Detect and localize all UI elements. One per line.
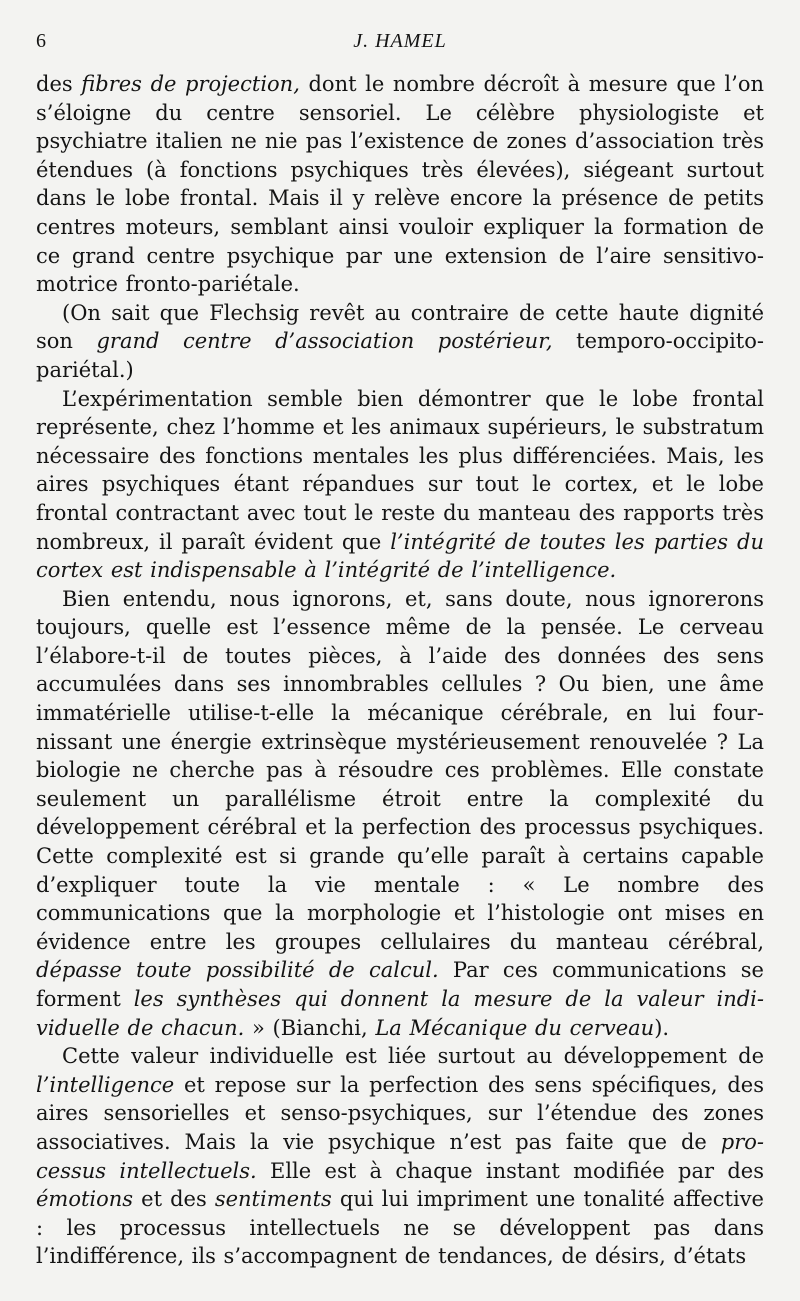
text-segment: L’expérimentation semble bien démontrer que le lobe frontal représente, chez l’homme et les animaux supérieurs, le substratum nécessaire des fonctions mentales les plus différenciées. Mais, les aires psychiques étant répandues sur tout le cortex, et le lobe frontal contractant avec tout le reste du manteau des rapports très nombreux, il paraît évident que <box>36 386 764 554</box>
text-segment: Elle est à chaque instant modifiée par des <box>256 1158 765 1183</box>
text-segment: qui lui impriment une tonalité affective : les processus intellectuels ne se développent pas dans l’indifférence, ils s’accompagnent de tendances, de désirs, d’états <box>36 1187 764 1269</box>
paragraph <box>36 299 764 385</box>
text-segment: et des <box>133 1187 215 1212</box>
text-segment: Cette valeur individuelle est liée surtout au développement de <box>62 1044 764 1069</box>
italic-text: processus intellectuels. <box>36 1129 764 1183</box>
italic-text: La Mécanique du cerveau <box>375 1015 655 1040</box>
text-segment: et repose sur la perfection des sens spécifiques, des aires sensorielles et senso-psychiques, sur l’étendue des zones associatives. Mais la vie psychique n’est pas faite que de <box>36 1072 764 1154</box>
italic-text: l’intelligence <box>36 1072 175 1097</box>
text-segment: » (Bianchi, <box>244 1015 376 1040</box>
running-title: J. HAMEL <box>353 30 447 52</box>
text-segment: des <box>36 72 82 96</box>
paragraph <box>36 385 764 585</box>
text-segment: (On sait que Flechsig revêt au contraire de cette haute dignité son <box>36 300 764 354</box>
italic-text: fibres de projection, <box>81 72 300 96</box>
text-segment: temporo-occipito-pariétal.) <box>36 329 764 382</box>
italic-text: grand centre d’association postérieur, <box>96 329 553 354</box>
italic-text: émotions <box>36 1187 134 1212</box>
text-segment: dont le nombre décroît à mesure que l’on s’éloigne du centre sensoriel. Le célèbre physiologiste et psychiatre italien ne nie pas l’existence de zones d’association très étendues (à fonctions psychiques très élevées), siégeant surtout dans le lobe frontal. Mais il y relève encore la présence de petits centres moteurs, semblant ainsi vouloir expliquer la formation de ce grand centre psychique par une extension de l’aire sensitivo-motrice fronto-pariétale. <box>36 72 764 297</box>
paragraph <box>36 70 764 299</box>
running-head <box>36 30 764 54</box>
italic-text: l’intégrité de toutes les parties du cortex est indispensable à l’intégrité de l’intelligence. <box>36 529 764 583</box>
italic-text: les synthèses qui donnent la mesure de la valeur individuelle de chacun. <box>36 987 764 1040</box>
body-text <box>36 70 764 1271</box>
italic-text: sentiments <box>214 1187 332 1212</box>
paragraph <box>36 1042 764 1271</box>
italic-text: dépasse toute possibilité de calcul. <box>36 958 439 983</box>
paragraph <box>36 585 764 1043</box>
text-segment: Bien entendu, nous ignorons, et, sans doute, nous ignorerons toujours, quelle est l’essence même de la pensée. Le cerveau l’élabore-t-il de toutes pièces, à l’aide des données des sens accumulées dans ses innombrables cellules ? Ou bien, une âme immatérielle utilise-t-elle la mécanique cérébrale, en lui fournissant une énergie extrinsèque mystérieusement renouvelée ? La biologie ne cherche pas à résoudre ces problèmes. Elle constate seulement un parallélisme étroit entre la complexité du développement cérébral et la perfection des processus psychiques. Cette complexité est si grande qu’elle paraît à certains capable d’expliquer toute la vie mentale : « Le nombre des communications que la morphologie et l’histologie ont mises en évidence entre les groupes cellulaires du manteau cérébral, <box>36 586 764 954</box>
text-segment: Par ces communications se forment <box>36 958 764 1011</box>
text-segment: ). <box>654 1015 670 1040</box>
page-number: 6 <box>36 30 46 52</box>
